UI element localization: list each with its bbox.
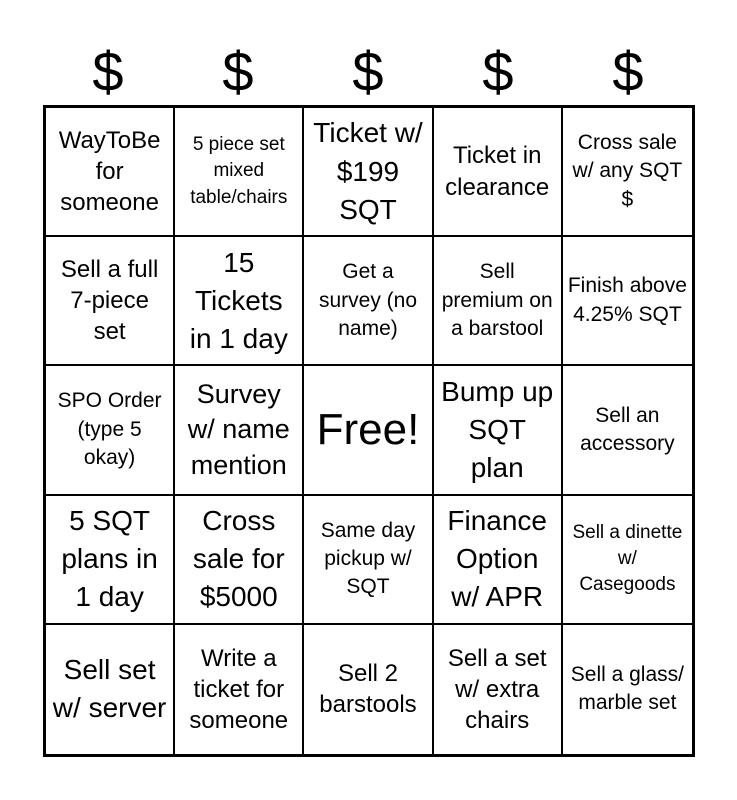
header-dollar-1: $ (92, 40, 124, 103)
bingo-cell-r5c5[interactable] (563, 625, 692, 754)
bingo-cell-r1c2[interactable] (175, 108, 304, 237)
bingo-cell-text: Sell a glass/ marble set (570, 663, 684, 715)
bingo-cell-text: Sell 2 barstools (319, 660, 417, 719)
bingo-cell-r5c1[interactable] (46, 625, 175, 754)
bingo-cell-text: Cross sale for $5000 (192, 505, 285, 613)
bingo-cell-r2c5[interactable] (563, 237, 692, 366)
header-dollar-4: $ (482, 40, 514, 103)
bingo-cell-text: Sell premium on a barstool (441, 260, 553, 340)
bingo-cell-r4c2[interactable] (175, 496, 304, 625)
bingo-header (43, 38, 693, 106)
header-dollar-3: $ (352, 40, 384, 103)
bingo-cell-text: 5 SQT plans in 1 day (61, 505, 158, 613)
bingo-cell-r1c5[interactable] (563, 108, 692, 237)
bingo-cell-r4c3[interactable] (304, 496, 433, 625)
bingo-cell-r2c1[interactable] (46, 237, 175, 366)
bingo-cell-text: Bump up SQT plan (441, 375, 554, 484)
bingo-cell-text: SPO Order (type 5 okay) (57, 389, 162, 470)
bingo-cell-text: Survey w/ name mention (187, 378, 290, 480)
bingo-cell-text: Finish above 4.25% SQT (567, 274, 687, 326)
bingo-cell-text: Ticket in clearance (445, 142, 550, 201)
bingo-cell-r1c1[interactable] (46, 108, 175, 237)
bingo-cell-text: Get a survey (no name) (318, 260, 418, 340)
bingo-cell-text: Sell set w/ server (52, 654, 167, 724)
bingo-cell-r2c3[interactable] (304, 237, 433, 366)
bingo-cell-r3c1[interactable] (46, 366, 175, 495)
bingo-cell-text: Same day pickup w/ SQT (320, 518, 416, 599)
bingo-cell-free[interactable] (304, 366, 433, 495)
bingo-cell-r1c4[interactable] (434, 108, 563, 237)
header-dollar-5: $ (612, 40, 644, 103)
bingo-cell-r5c3[interactable] (304, 625, 433, 754)
bingo-cell-r4c5[interactable] (563, 496, 692, 625)
bingo-cell-text: Sell a set w/ extra chairs (447, 644, 547, 734)
bingo-cell-text: Write a ticket for someone (189, 644, 289, 734)
bingo-cell-text: Sell a full 7-piece set (60, 256, 159, 346)
bingo-cell-r3c2[interactable] (175, 366, 304, 495)
bingo-cell-text: Finance Option w/ APR (447, 505, 547, 613)
bingo-cell-r2c4[interactable] (434, 237, 563, 366)
bingo-cell-text: 15 Tickets in 1 day (189, 246, 288, 354)
bingo-cell-text: Sell an accessory (580, 403, 675, 455)
free-space-text: Free! (316, 404, 420, 454)
bingo-cell-r3c4[interactable] (434, 366, 563, 495)
bingo-cell-text: WayToBe for someone (58, 126, 161, 217)
bingo-cell-r5c4[interactable] (434, 625, 563, 754)
bingo-cell-r4c1[interactable] (46, 496, 175, 625)
bingo-cell-r4c4[interactable] (434, 496, 563, 625)
bingo-cell-text: Cross sale w/ any SQT $ (572, 131, 683, 211)
bingo-cell-r2c2[interactable] (175, 237, 304, 366)
bingo-cell-r3c5[interactable] (563, 366, 692, 495)
header-dollar-2: $ (222, 40, 254, 103)
bingo-cell-r1c3[interactable] (304, 108, 433, 237)
bingo-cell-text: Sell a dinette w/ Casegoods (572, 521, 683, 596)
bingo-cell-r5c2[interactable] (175, 625, 304, 754)
bingo-cell-text: Ticket w/ $199 SQT (313, 117, 423, 225)
bingo-board (43, 105, 695, 757)
bingo-cell-text: 5 piece set mixed table/chairs (190, 134, 288, 208)
